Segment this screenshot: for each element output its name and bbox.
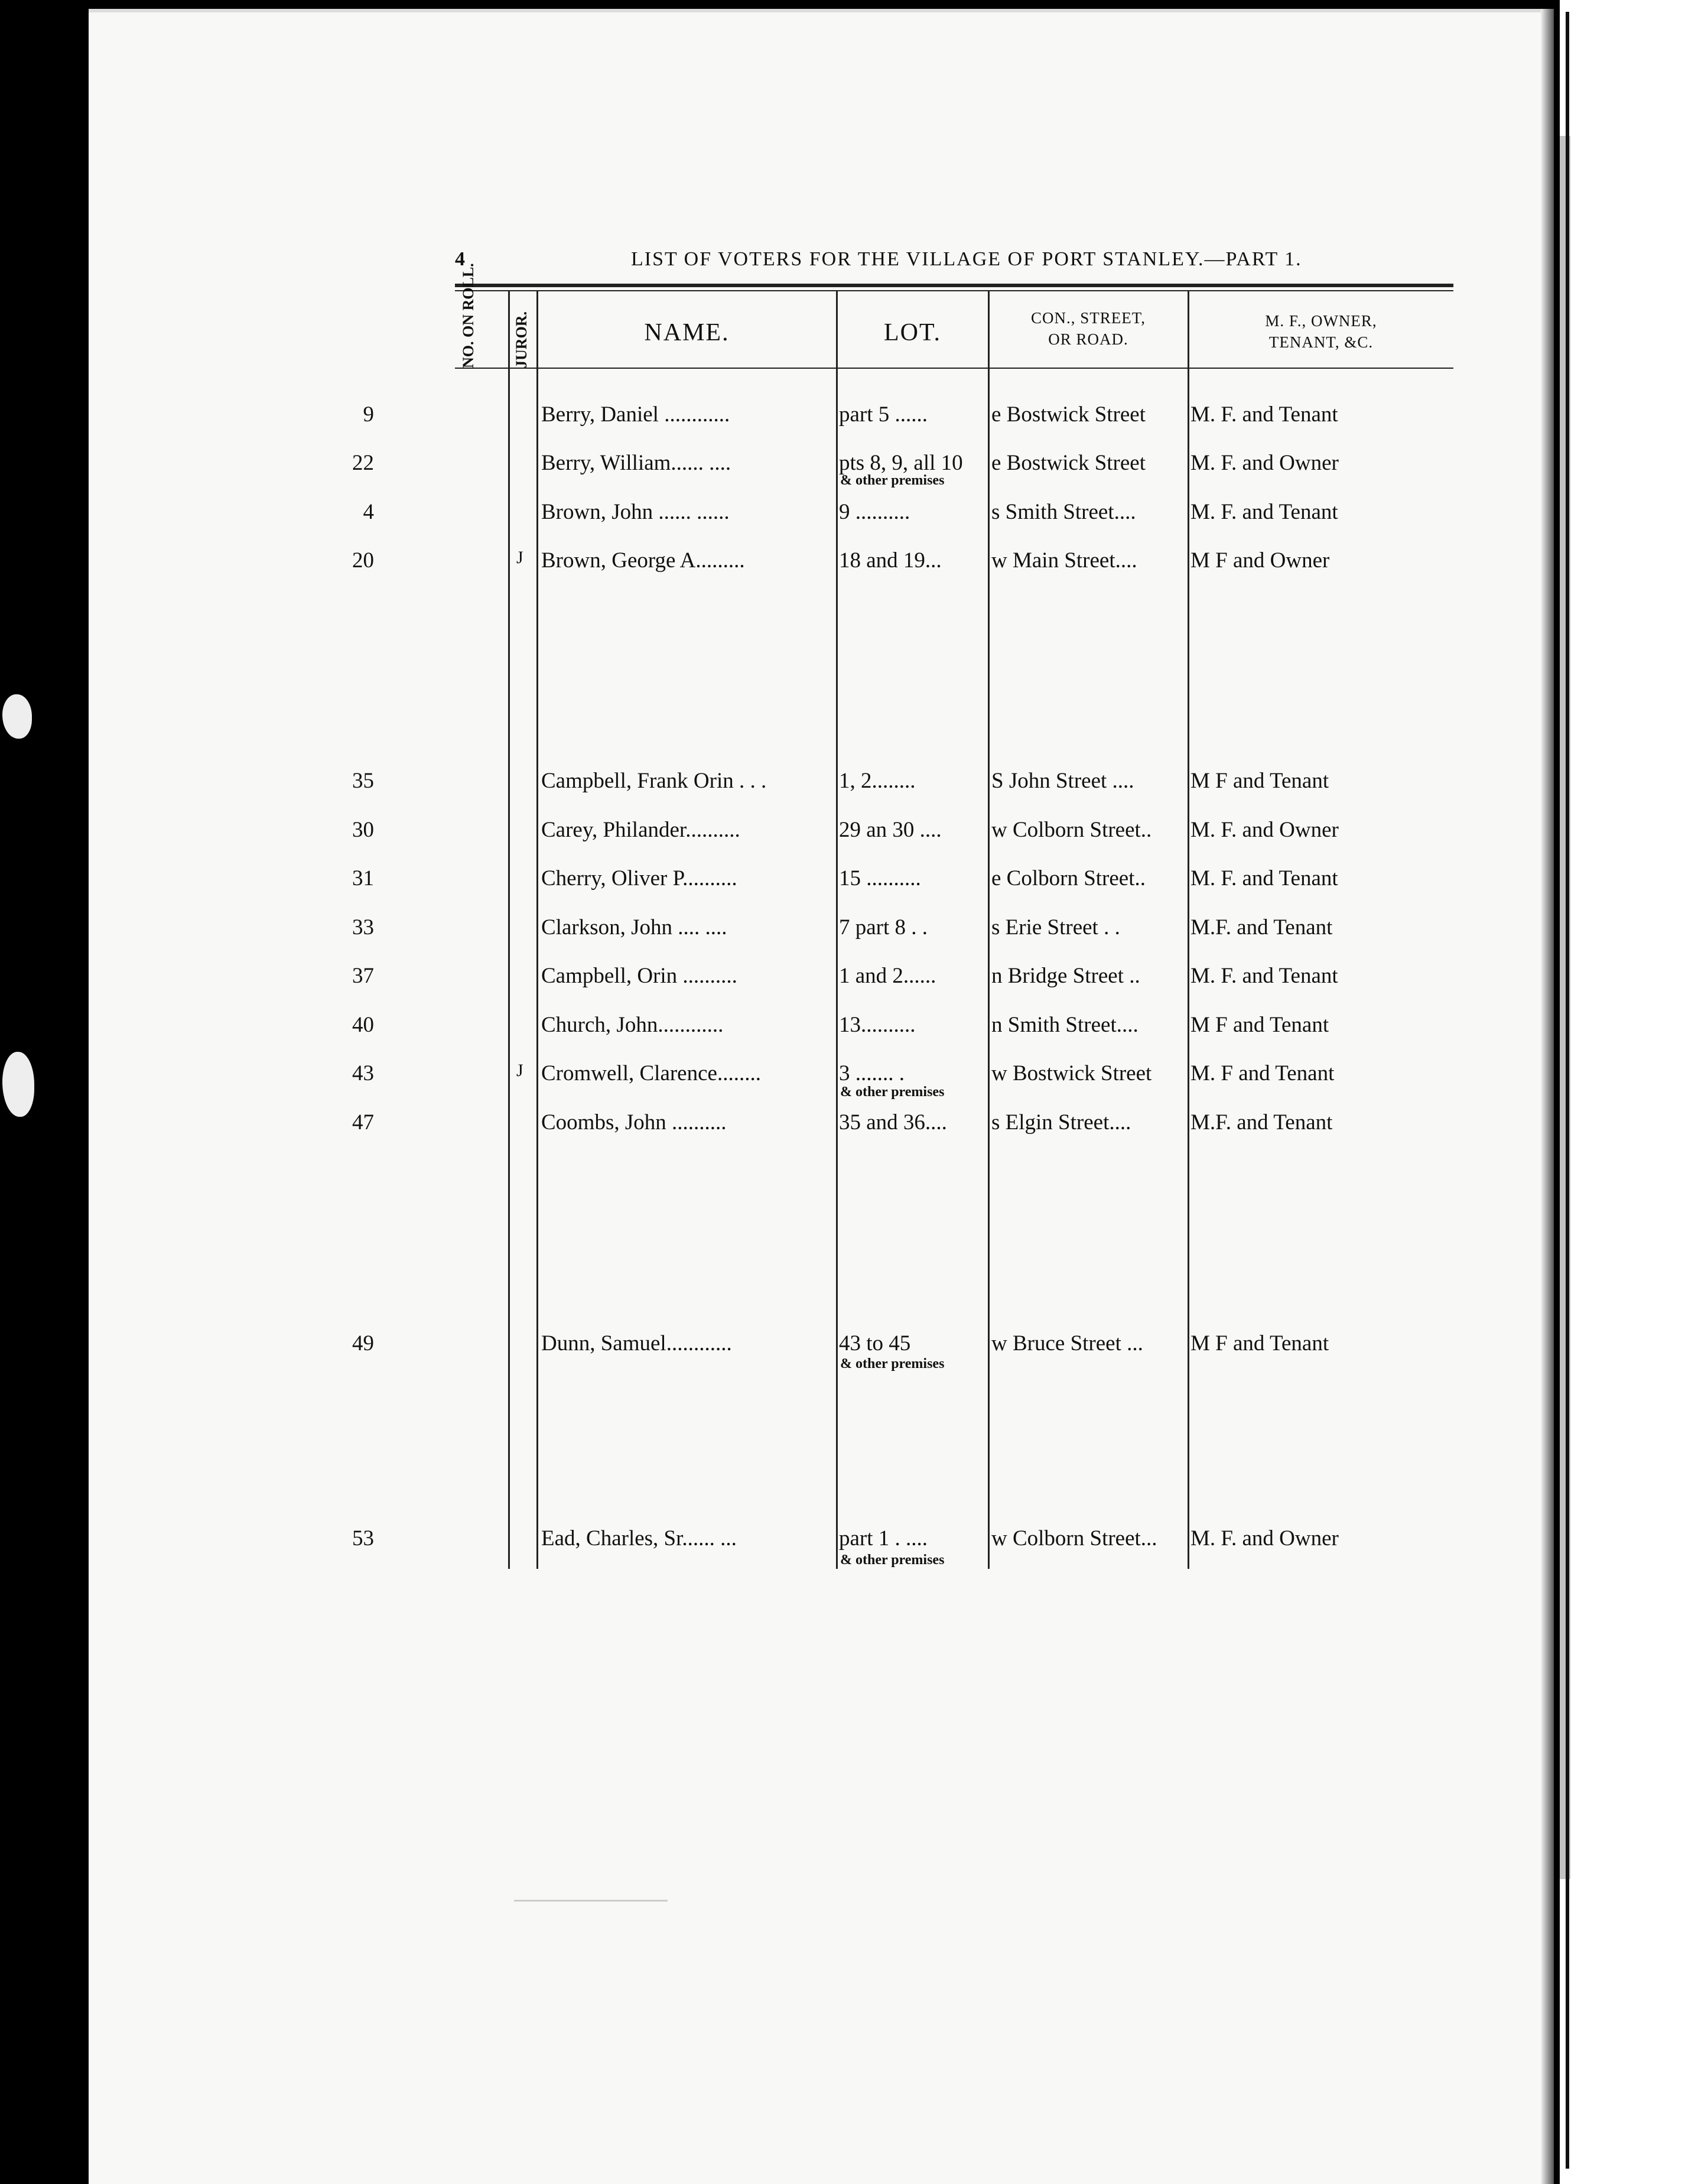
street: S John Street .... xyxy=(991,769,1134,793)
voter-name: Coombs, John .......... xyxy=(541,1110,727,1135)
lot: 15 .......... xyxy=(839,866,921,890)
lot: 18 and 19... xyxy=(839,548,942,573)
voter-status: M F and Tenant xyxy=(1190,1331,1329,1356)
roll-number: 20 xyxy=(352,548,374,573)
roll-number: 31 xyxy=(352,866,374,890)
voter-name: Campbell, Frank Orin . . . xyxy=(541,769,767,793)
table-row xyxy=(89,1110,1554,1145)
voter-status: M. F. and Tenant xyxy=(1190,500,1338,524)
lot: 35 and 36.... xyxy=(839,1110,947,1135)
voter-name: Brown, John ...... ...... xyxy=(541,500,730,524)
lot: 1 and 2...... xyxy=(839,964,936,988)
voter-table xyxy=(89,9,1554,2184)
voter-name: Dunn, Samuel............ xyxy=(541,1331,732,1356)
voter-name: Cherry, Oliver P.......... xyxy=(541,866,737,890)
column-header-roll: NO. ON ROLL. xyxy=(460,263,477,368)
roll-number: 40 xyxy=(352,1013,374,1037)
voter-status: M F and Tenant xyxy=(1190,1013,1329,1037)
scan-artifact xyxy=(2,694,32,739)
scan-artifact xyxy=(2,1052,34,1117)
voter-status: M F and Owner xyxy=(1190,548,1330,573)
voter-status: M. F. and Owner xyxy=(1190,451,1339,475)
facing-page-edge xyxy=(1560,0,1685,2184)
voter-name: Carey, Philander.......... xyxy=(541,818,740,842)
table-row xyxy=(89,768,1554,804)
juror-mark: J xyxy=(516,548,523,567)
column-header-lot: LOT. xyxy=(883,319,942,346)
table-row xyxy=(89,548,1554,583)
street: w Bostwick Street xyxy=(991,1061,1152,1086)
lot-note: & other premises xyxy=(840,1356,945,1372)
voter-status: M.F. and Tenant xyxy=(1190,1110,1333,1135)
table-row xyxy=(89,915,1554,950)
column-header-street xyxy=(989,307,1188,350)
table-row xyxy=(89,817,1554,853)
roll-number: 22 xyxy=(352,451,374,475)
voter-status: M F and Tenant xyxy=(1190,769,1329,793)
voter-name: Church, John............ xyxy=(541,1013,724,1037)
lot: 3 ....... . xyxy=(839,1061,905,1086)
bottom-mark xyxy=(514,1900,668,1902)
street: n Bridge Street .. xyxy=(991,964,1140,988)
lot-note: & other premises xyxy=(840,1084,945,1100)
street: e Colborn Street.. xyxy=(991,866,1146,890)
table-row xyxy=(89,1012,1554,1048)
table-row xyxy=(89,963,1554,999)
roll-number: 9 xyxy=(363,402,374,427)
lot: part 5 ...... xyxy=(839,402,928,427)
voter-status: M. F and Tenant xyxy=(1190,1061,1335,1086)
roll-number: 49 xyxy=(352,1331,374,1356)
table-row xyxy=(89,866,1554,901)
table-row xyxy=(89,499,1554,535)
street: s Elgin Street.... xyxy=(991,1110,1131,1135)
roll-number: 33 xyxy=(352,915,374,940)
lot: 7 part 8 . . xyxy=(839,915,928,940)
voter-status: M. F. and Tenant xyxy=(1190,964,1338,988)
voter-status: M. F. and Owner xyxy=(1190,818,1339,842)
voter-name: Brown, George A......... xyxy=(541,548,745,573)
juror-mark: J xyxy=(516,1061,523,1080)
table-row xyxy=(89,1331,1554,1366)
street: w Bruce Street ... xyxy=(991,1331,1143,1356)
lot: 9 .......... xyxy=(839,500,910,524)
voter-status: M.F. and Tenant xyxy=(1190,915,1333,940)
page-edge-line xyxy=(1566,12,1569,2169)
street: e Bostwick Street xyxy=(991,402,1146,427)
voter-status: M. F. and Tenant xyxy=(1190,866,1338,890)
header-rule-thick xyxy=(455,284,1453,287)
lot: 43 to 45 xyxy=(839,1331,911,1356)
voter-name: Ead, Charles, Sr...... ... xyxy=(541,1526,737,1551)
lot: 29 an 30 .... xyxy=(839,818,942,842)
roll-number: 37 xyxy=(352,964,374,988)
table-row xyxy=(89,1061,1554,1096)
street: w Colborn Street... xyxy=(991,1526,1157,1551)
street: s Erie Street . . xyxy=(991,915,1120,940)
voter-status: M. F. and Owner xyxy=(1190,1526,1339,1551)
roll-number: 35 xyxy=(352,769,374,793)
lot: pts 8, 9, all 10 xyxy=(839,451,963,475)
roll-number: 47 xyxy=(352,1110,374,1135)
voter-name: Berry, William...... .... xyxy=(541,451,731,475)
lot: 13.......... xyxy=(839,1013,916,1037)
column-header-street-line1: CON., STREET, xyxy=(1031,309,1146,327)
voter-status: M. F. and Tenant xyxy=(1190,402,1338,427)
voter-name: Campbell, Orin .......... xyxy=(541,964,737,988)
lot: 1, 2........ xyxy=(839,769,916,793)
street: w Colborn Street.. xyxy=(991,818,1152,842)
column-header-street-line2: OR ROAD. xyxy=(1048,330,1128,349)
voter-name: Cromwell, Clarence........ xyxy=(541,1061,761,1086)
roll-number: 30 xyxy=(352,818,374,842)
lot-note: & other premises xyxy=(840,1552,945,1568)
street: s Smith Street.... xyxy=(991,500,1136,524)
table-row xyxy=(89,402,1554,437)
scanned-page xyxy=(89,9,1554,2184)
column-header-rule xyxy=(455,368,1453,369)
column-header-status xyxy=(1189,310,1453,353)
column-header-status-line2: TENANT, &C. xyxy=(1268,333,1374,352)
voter-name: Berry, Daniel ............ xyxy=(541,402,730,427)
voter-name: Clarkson, John .... .... xyxy=(541,915,727,940)
page-number: 4 xyxy=(455,248,466,270)
table-row xyxy=(89,450,1554,486)
column-header-status-line1: M. F., OWNER, xyxy=(1265,312,1377,330)
column-header-juror: JUROR. xyxy=(513,311,530,368)
roll-number: 53 xyxy=(352,1526,374,1551)
header-rule-thin xyxy=(455,290,1453,291)
lot: part 1 . .... xyxy=(839,1526,928,1551)
column-header-name: NAME. xyxy=(644,319,730,346)
page-title: LIST OF VOTERS FOR THE VILLAGE OF PORT STANLEY.—PART 1. xyxy=(631,248,1302,270)
lot-note: & other premises xyxy=(840,473,945,488)
table-row xyxy=(89,1526,1554,1561)
street: w Main Street.... xyxy=(991,548,1137,573)
street: e Bostwick Street xyxy=(991,451,1146,475)
roll-number: 43 xyxy=(352,1061,374,1086)
street: n Smith Street.... xyxy=(991,1013,1138,1037)
roll-number: 4 xyxy=(363,500,374,524)
